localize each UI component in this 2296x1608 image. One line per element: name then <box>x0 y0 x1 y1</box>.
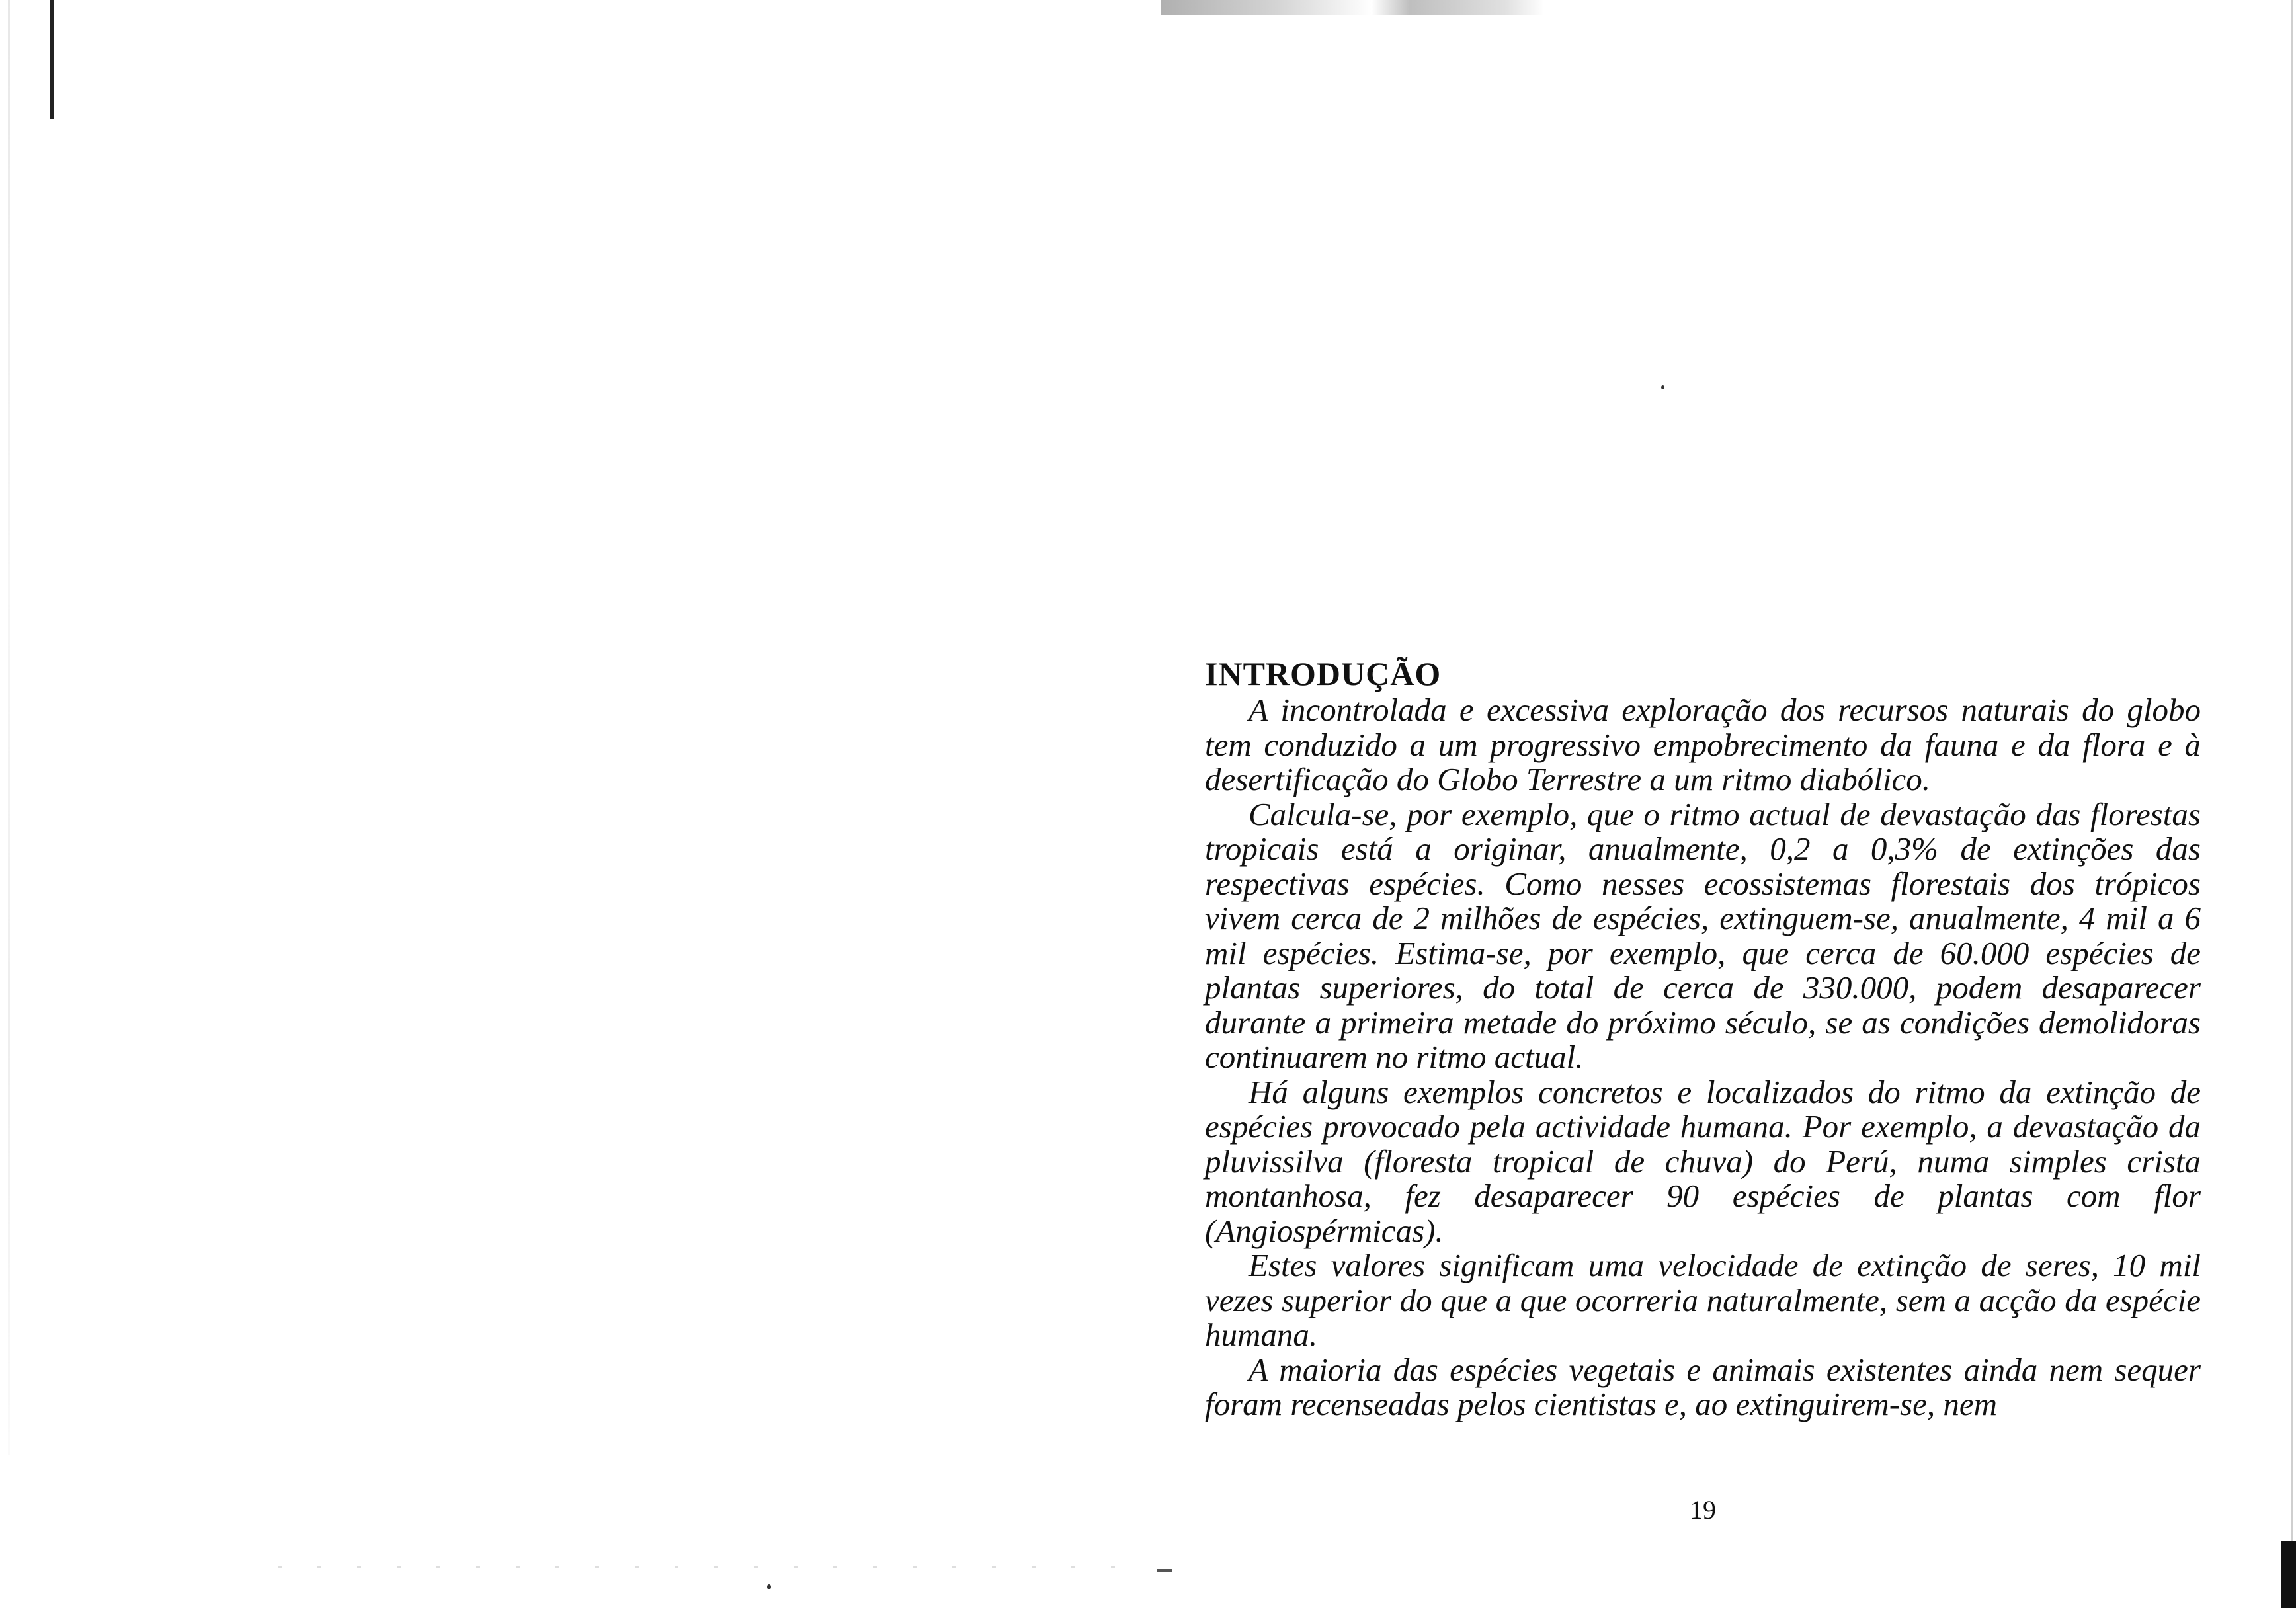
body-text <box>1205 693 2201 1422</box>
paragraph: Estes valores significam uma velocidade de extinção de seres, 10 mil vezes superior do que a que ocorreria naturalmente, sem a acção da espécie humana. <box>1205 1247 2201 1353</box>
page-content <box>1205 655 2201 1422</box>
scan-edge-line <box>50 0 54 119</box>
paragraph: Há alguns exemplos concretos e localizados do ritmo da extinção de espécies provocado pela actividade humana. Por exemplo, a devastação da pluvissilva (floresta tropical de chuva) do Perú, numa simples crista montanhosa, fez desaparecer 90 espécies de plantas com flor (Angiospérmicas). <box>1205 1073 2201 1249</box>
page-number: 19 <box>1690 1495 1716 1525</box>
chapter-heading: INTRODUÇÃO <box>1205 655 1442 692</box>
scan-bottom-noise <box>278 1566 1137 1568</box>
scan-speck <box>767 1584 771 1589</box>
scan-speck <box>1661 385 1664 389</box>
paragraph: A incontrolada e excessiva exploração dos recursos naturais do globo tem conduzido a um progressivo empobrecimento da fauna e da flora e à desertificação do Globo Terrestre a um ritmo diabólico. <box>1205 692 2201 797</box>
paragraph: Calcula-se, por exemplo, que o ritmo actual de devastação das florestas tropicais está a originar, anualmente, 0,2 a 0,3% de extinções das respectivas espécies. Como nesses ecossistemas florestais dos trópicos vivem cerca de 2 milhões de espécies, extinguem-se, anualmente, 4 mil a 6 mil espécies. Estima-se, por exemplo, que cerca de 60.000 espécies de plantas superiores, do total de cerca de 330.000, podem desaparecer durante a primeira metade do próximo século, se as condições demolidoras continuarem no ritmo actual. <box>1205 795 2201 1075</box>
paragraph: A maioria das espécies vegetais e animais existentes ainda nem sequer foram recenseadas pelos cientistas e, ao extinguirem-se, nem <box>1205 1351 2201 1422</box>
scan-right-edge <box>2291 0 2293 1608</box>
scan-top-smudge <box>1161 0 1544 15</box>
scan-right-edge-bar <box>2281 1541 2296 1608</box>
scan-speck <box>1157 1569 1172 1572</box>
scan-edge-shadow <box>8 0 10 1455</box>
